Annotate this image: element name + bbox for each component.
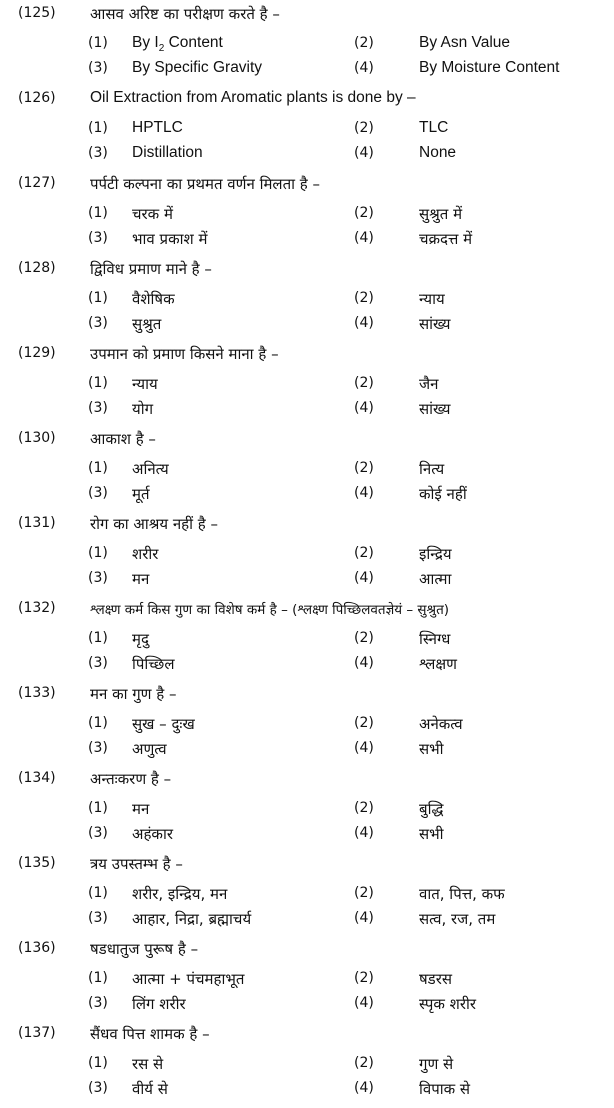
question-136 — [0, 938, 614, 1023]
option-text: TLC — [419, 119, 449, 136]
question-126 — [0, 88, 614, 173]
question-text: उपमान को प्रमाण किसने माना है – — [90, 345, 279, 363]
option-text: शरीर — [132, 545, 159, 563]
question-number: (134) — [18, 770, 56, 786]
question-text: मन का गुण है – — [90, 685, 177, 703]
option-row — [0, 312, 614, 338]
option-number: (2) — [354, 290, 374, 306]
option-number: (4) — [354, 825, 374, 841]
option-text: शरीर, इन्द्रिय, मन — [132, 885, 228, 903]
question-133 — [0, 683, 614, 768]
question-number: (137) — [18, 1025, 56, 1041]
option-number: (1) — [88, 715, 108, 731]
option-row — [0, 627, 614, 653]
option-row — [0, 287, 614, 313]
option-row — [0, 457, 614, 483]
option-number: (3) — [88, 1080, 108, 1096]
question-text: त्रय उपस्तम्भ है – — [90, 855, 183, 873]
option-text: By Specific Gravity — [132, 59, 263, 76]
option-number: (1) — [88, 460, 108, 476]
question-line — [0, 938, 614, 963]
question-number: (129) — [18, 345, 56, 361]
question-137 — [0, 1023, 614, 1108]
option-subscript: 2 — [158, 43, 165, 55]
option-number: (1) — [88, 545, 108, 561]
question-number: (126) — [18, 90, 56, 106]
option-text: वात, पित्त, कफ — [419, 885, 505, 903]
option-number: (4) — [354, 910, 374, 926]
option-row — [0, 652, 614, 678]
option-number: (3) — [88, 145, 108, 161]
option-text: अणुत्व — [132, 740, 167, 758]
option-number: (2) — [354, 970, 374, 986]
question-text: श्लक्ष्ण कर्म किस गुण का विशेष कर्म है – (श्लक्ष्ण पिच्छिलवतज्ञेयं – सुश्रुत) — [90, 602, 450, 618]
question-number: (125) — [18, 5, 56, 21]
option-text: सुश्रुत — [132, 315, 162, 333]
option-number: (2) — [354, 545, 374, 561]
option-row — [0, 57, 614, 83]
option-row — [0, 397, 614, 423]
option-number: (1) — [88, 885, 108, 901]
option-number: (3) — [88, 655, 108, 671]
option-number: (3) — [88, 995, 108, 1011]
option-row — [0, 227, 614, 253]
option-text: लिंग शरीर — [132, 995, 186, 1013]
option-text: मन — [132, 570, 150, 588]
option-row — [0, 992, 614, 1018]
option-number: (1) — [88, 290, 108, 306]
option-text: आत्मा — [419, 570, 452, 588]
option-text: By Moisture Content — [419, 59, 560, 76]
option-number: (3) — [88, 910, 108, 926]
option-text: विपाक से — [419, 1080, 471, 1098]
option-text: स्पृक शरीर — [419, 995, 476, 1013]
option-text: जैन — [419, 375, 439, 393]
question-text: पर्पटी कल्पना का प्रथमत वर्णन मिलता है – — [90, 175, 321, 193]
option-text-part: By I — [132, 34, 159, 51]
option-text: नित्य — [419, 460, 445, 478]
question-line — [0, 853, 614, 878]
option-row — [0, 142, 614, 168]
option-row — [0, 737, 614, 763]
question-text: आकाश है – — [90, 430, 156, 448]
option-row — [0, 797, 614, 823]
option-number: (3) — [88, 60, 108, 76]
option-number: (3) — [88, 400, 108, 416]
option-text: Distillation — [132, 144, 203, 161]
option-number: (1) — [88, 375, 108, 391]
option-row — [0, 32, 614, 58]
question-135 — [0, 853, 614, 938]
option-number: (3) — [88, 315, 108, 331]
question-125 — [0, 3, 614, 88]
option-text: मन — [132, 800, 150, 818]
option-number: (2) — [354, 375, 374, 391]
option-number: (4) — [354, 60, 374, 76]
question-line — [0, 173, 614, 198]
question-number: (127) — [18, 175, 56, 191]
option-number: (4) — [354, 145, 374, 161]
option-text-part: Content — [164, 34, 223, 51]
question-line — [0, 343, 614, 368]
option-row — [0, 1052, 614, 1078]
question-129 — [0, 343, 614, 428]
option-number: (4) — [354, 230, 374, 246]
option-row — [0, 542, 614, 568]
question-132 — [0, 598, 614, 683]
option-number: (2) — [354, 205, 374, 221]
option-text: अहंकार — [132, 825, 173, 843]
option-text: मृदु — [132, 630, 149, 648]
question-text: अन्तःकरण है – — [90, 770, 172, 788]
option-number: (3) — [88, 230, 108, 246]
question-text: Oil Extraction from Aromatic plants is done by – — [90, 89, 416, 106]
option-row — [0, 882, 614, 908]
question-text: सैंधव पित्त शामक है – — [90, 1025, 210, 1043]
option-number: (2) — [354, 1055, 374, 1071]
option-number: (2) — [354, 120, 374, 136]
option-text: वैशेषिक — [132, 290, 175, 308]
option-row — [0, 202, 614, 228]
option-text: अनेकत्व — [419, 715, 463, 733]
option-text: चक्रदत्त में — [419, 230, 473, 248]
option-number: (1) — [88, 205, 108, 221]
option-text: सत्व, रज, तम — [419, 910, 496, 928]
question-line — [0, 88, 614, 113]
option-number: (4) — [354, 655, 374, 671]
option-text: रस से — [132, 1055, 164, 1073]
option-text: न्याय — [132, 375, 158, 393]
question-line — [0, 3, 614, 28]
option-row — [0, 117, 614, 143]
option-number: (1) — [88, 800, 108, 816]
option-row — [0, 967, 614, 993]
option-text: सुश्रुत में — [419, 205, 463, 223]
option-number: (4) — [354, 570, 374, 586]
option-text: चरक में — [132, 205, 173, 223]
option-text: सांख्य — [419, 315, 451, 333]
question-line — [0, 1023, 614, 1048]
option-number: (4) — [354, 1080, 374, 1096]
option-text: भाव प्रकाश में — [132, 230, 208, 248]
question-number: (132) — [18, 600, 56, 616]
option-text: सभी — [419, 825, 444, 843]
option-number: (2) — [354, 715, 374, 731]
option-text — [132, 34, 223, 54]
option-row — [0, 482, 614, 508]
option-number: (1) — [88, 120, 108, 136]
option-number: (2) — [354, 800, 374, 816]
option-number: (4) — [354, 485, 374, 501]
option-number: (3) — [88, 825, 108, 841]
option-text: बुद्धि — [419, 800, 444, 818]
question-number: (135) — [18, 855, 56, 871]
question-line — [0, 513, 614, 538]
option-number: (1) — [88, 1055, 108, 1071]
question-number: (136) — [18, 940, 56, 956]
question-number: (128) — [18, 260, 56, 276]
option-number: (3) — [88, 740, 108, 756]
question-line — [0, 598, 614, 623]
question-number: (133) — [18, 685, 56, 701]
option-number: (3) — [88, 485, 108, 501]
question-line — [0, 683, 614, 708]
option-text: कोई नहीं — [419, 485, 467, 503]
option-row — [0, 1077, 614, 1103]
question-131 — [0, 513, 614, 598]
question-text: रोग का आश्रय नहीं है – — [90, 515, 219, 533]
option-text: षडरस — [419, 970, 452, 988]
question-134 — [0, 768, 614, 853]
option-text: इन्द्रिय — [419, 545, 452, 563]
option-text: न्याय — [419, 290, 445, 308]
option-row — [0, 822, 614, 848]
question-number: (130) — [18, 430, 56, 446]
option-number: (4) — [354, 995, 374, 1011]
option-number: (4) — [354, 740, 374, 756]
option-text: मूर्त — [132, 485, 150, 503]
question-127 — [0, 173, 614, 258]
option-row — [0, 712, 614, 738]
option-text: आहार, निद्रा, ब्रह्माचर्य — [132, 910, 252, 928]
option-text: स्निग्ध — [419, 630, 451, 648]
option-text: सुख – दुःख — [132, 715, 195, 733]
option-number: (2) — [354, 460, 374, 476]
option-text: सांख्य — [419, 400, 451, 418]
option-number: (2) — [354, 630, 374, 646]
option-number: (2) — [354, 885, 374, 901]
option-text: पिच्छिल — [132, 655, 175, 673]
question-sheet — [0, 3, 614, 1108]
option-text: HPTLC — [132, 119, 183, 136]
option-text: गुण से — [419, 1055, 454, 1073]
option-text: अनित्य — [132, 460, 169, 478]
option-text: By Asn Value — [419, 34, 511, 51]
option-text: आत्मा + पंचमहाभूत — [132, 970, 245, 988]
question-text: आसव अरिष्ट का परीक्षण करते है – — [90, 5, 280, 23]
question-number: (131) — [18, 515, 56, 531]
option-number: (1) — [88, 35, 108, 51]
option-number: (4) — [354, 315, 374, 331]
option-number: (2) — [354, 35, 374, 51]
option-text: सभी — [419, 740, 444, 758]
question-130 — [0, 428, 614, 513]
question-text: षडधातुज पुरूष है – — [90, 940, 199, 958]
question-text: द्विविध प्रमाण माने है – — [90, 260, 212, 278]
question-line — [0, 768, 614, 793]
option-row — [0, 567, 614, 593]
option-text: श्लक्षण — [419, 655, 457, 673]
question-128 — [0, 258, 614, 343]
option-number: (4) — [354, 400, 374, 416]
option-text: वीर्य से — [132, 1080, 168, 1098]
option-number: (3) — [88, 570, 108, 586]
option-number: (1) — [88, 630, 108, 646]
question-line — [0, 428, 614, 453]
option-number: (1) — [88, 970, 108, 986]
option-text: योग — [132, 400, 154, 418]
question-line — [0, 258, 614, 283]
option-text: None — [419, 144, 457, 161]
option-row — [0, 372, 614, 398]
